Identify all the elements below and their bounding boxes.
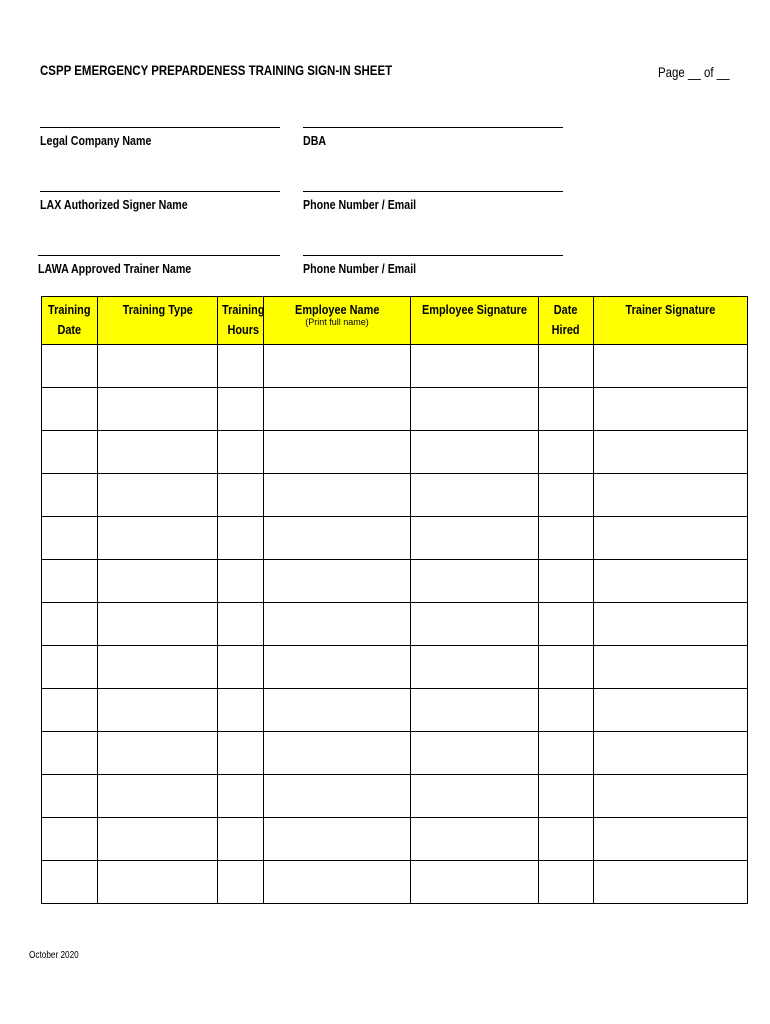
trainer-signature-cell[interactable] [594,560,748,603]
employee-signature-cell[interactable] [411,775,539,818]
trainer-signature-header: Trainer Signature [594,297,748,345]
training-date-header: Training Date [42,297,98,345]
date-hired-cell[interactable] [539,775,594,818]
employee-name-cell[interactable] [264,861,411,904]
employee-name-note: (Print full name) [305,316,369,327]
table-row [42,732,748,775]
table-body [42,345,748,904]
lawa-trainer-field[interactable] [38,255,280,276]
training-hours-cell[interactable] [218,646,264,689]
date-hired-cell[interactable] [539,431,594,474]
date-hired-cell[interactable] [539,345,594,388]
training-hours-cell[interactable] [218,603,264,646]
training-type-cell[interactable] [98,560,218,603]
training-hours-cell[interactable] [218,517,264,560]
signature-line [40,127,280,128]
legal-company-name-label: Legal Company Name [40,133,152,148]
training-hours-cell[interactable] [218,474,264,517]
employee-name-cell[interactable] [264,431,411,474]
training-hours-cell[interactable] [218,775,264,818]
training-date-cell[interactable] [42,474,98,517]
training-type-cell[interactable] [98,861,218,904]
date-hired-cell[interactable] [539,388,594,431]
training-type-header: Training Type [98,297,218,345]
training-date-cell[interactable] [42,818,98,861]
employee-name-cell[interactable] [264,646,411,689]
training-hours-cell[interactable] [218,560,264,603]
training-type-cell[interactable] [98,732,218,775]
signature-line [303,191,563,192]
employee-signature-cell[interactable] [411,603,539,646]
table-row [42,603,748,646]
training-type-cell[interactable] [98,388,218,431]
date-hired-cell[interactable] [539,689,594,732]
employee-name-cell[interactable] [264,560,411,603]
legal-company-name-field[interactable] [40,127,280,148]
table-row [42,775,748,818]
table-row [42,517,748,560]
training-date-cell[interactable] [42,517,98,560]
training-date-cell[interactable] [42,345,98,388]
training-hours-cell[interactable] [218,689,264,732]
phone-email-label-2: Phone Number / Email [303,261,417,276]
page-number: Page __ of __ [658,64,730,80]
lax-signer-label: LAX Authorized Signer Name [40,197,188,212]
employee-signature-cell[interactable] [411,818,539,861]
trainer-signature-cell[interactable] [594,818,748,861]
trainer-signature-cell[interactable] [594,345,748,388]
trainer-signature-cell[interactable] [594,388,748,431]
phone-email-field-2[interactable] [303,255,563,276]
employee-signature-cell[interactable] [411,517,539,560]
training-type-cell[interactable] [98,689,218,732]
signature-line [303,255,563,256]
dba-label: DBA [303,133,327,148]
training-type-cell[interactable] [98,431,218,474]
table-row [42,689,748,732]
training-type-cell[interactable] [98,646,218,689]
table-row [42,345,748,388]
lax-signer-field[interactable] [40,191,280,212]
employee-signature-cell[interactable] [411,732,539,775]
trainer-signature-cell[interactable] [594,474,748,517]
employee-signature-cell[interactable] [411,345,539,388]
training-date-cell[interactable] [42,775,98,818]
employee-name-cell[interactable] [264,517,411,560]
training-hours-cell[interactable] [218,431,264,474]
employee-signature-cell[interactable] [411,689,539,732]
employee-name-cell[interactable] [264,689,411,732]
date-hired-cell[interactable] [539,560,594,603]
date-hired-cell[interactable] [539,646,594,689]
training-hours-cell[interactable] [218,818,264,861]
employee-signature-cell[interactable] [411,388,539,431]
employee-signature-cell[interactable] [411,560,539,603]
training-hours-header: Training Hours [218,297,264,345]
date-hired-cell[interactable] [539,732,594,775]
training-type-cell[interactable] [98,345,218,388]
trainer-signature-cell[interactable] [594,603,748,646]
signature-line [38,255,280,256]
training-hours-cell[interactable] [218,345,264,388]
training-date-cell[interactable] [42,603,98,646]
phone-email-label-1: Phone Number / Email [303,197,417,212]
trainer-signature-cell[interactable] [594,732,748,775]
date-hired-cell[interactable] [539,474,594,517]
table-row [42,818,748,861]
sign-in-table [41,296,748,904]
date-hired-cell[interactable] [539,861,594,904]
date-hired-cell[interactable] [539,603,594,646]
employee-signature-cell[interactable] [411,431,539,474]
training-hours-cell[interactable] [218,861,264,904]
employee-signature-header: Employee Signature [411,297,539,345]
trainer-signature-cell[interactable] [594,775,748,818]
training-type-cell[interactable] [98,603,218,646]
training-date-cell[interactable] [42,646,98,689]
signature-line [40,191,280,192]
trainer-signature-cell[interactable] [594,689,748,732]
employee-name-cell[interactable] [264,603,411,646]
training-date-cell[interactable] [42,861,98,904]
date-hired-cell[interactable] [539,818,594,861]
table-row [42,861,748,904]
table-row [42,474,748,517]
employee-name-cell[interactable] [264,474,411,517]
trainer-signature-cell[interactable] [594,431,748,474]
table-row [42,431,748,474]
employee-name-cell[interactable] [264,818,411,861]
date-hired-cell[interactable] [539,517,594,560]
employee-name-cell[interactable] [264,388,411,431]
lawa-trainer-label: LAWA Approved Trainer Name [38,261,192,276]
trainer-signature-cell[interactable] [594,861,748,904]
training-hours-cell[interactable] [218,732,264,775]
trainer-signature-cell[interactable] [594,646,748,689]
employee-signature-cell[interactable] [411,474,539,517]
signature-line [303,127,563,128]
employee-name-cell[interactable] [264,732,411,775]
employee-name-cell[interactable] [264,775,411,818]
training-date-cell[interactable] [42,388,98,431]
trainer-signature-cell[interactable] [594,517,748,560]
page-title: CSPP EMERGENCY PREPARDENESS TRAINING SIGN-IN SHEET [40,62,393,78]
training-type-cell[interactable] [98,818,218,861]
table-row [42,560,748,603]
phone-email-field-1[interactable] [303,191,563,212]
training-date-cell[interactable] [42,560,98,603]
table-row [42,646,748,689]
dba-field[interactable] [303,127,563,148]
employee-name-header: Employee Name (Print full name) [264,297,411,345]
employee-signature-cell[interactable] [411,646,539,689]
table-header-row [42,297,748,345]
training-hours-cell[interactable] [218,388,264,431]
training-type-cell[interactable] [98,775,218,818]
table-row [42,388,748,431]
training-date-cell[interactable] [42,431,98,474]
training-date-cell[interactable] [42,689,98,732]
date-hired-header: Date Hired [539,297,594,345]
employee-name-cell[interactable] [264,345,411,388]
training-date-cell[interactable] [42,732,98,775]
employee-signature-cell[interactable] [411,861,539,904]
revision-date: October 2020 [29,950,79,961]
training-type-cell[interactable] [98,517,218,560]
training-type-cell[interactable] [98,474,218,517]
